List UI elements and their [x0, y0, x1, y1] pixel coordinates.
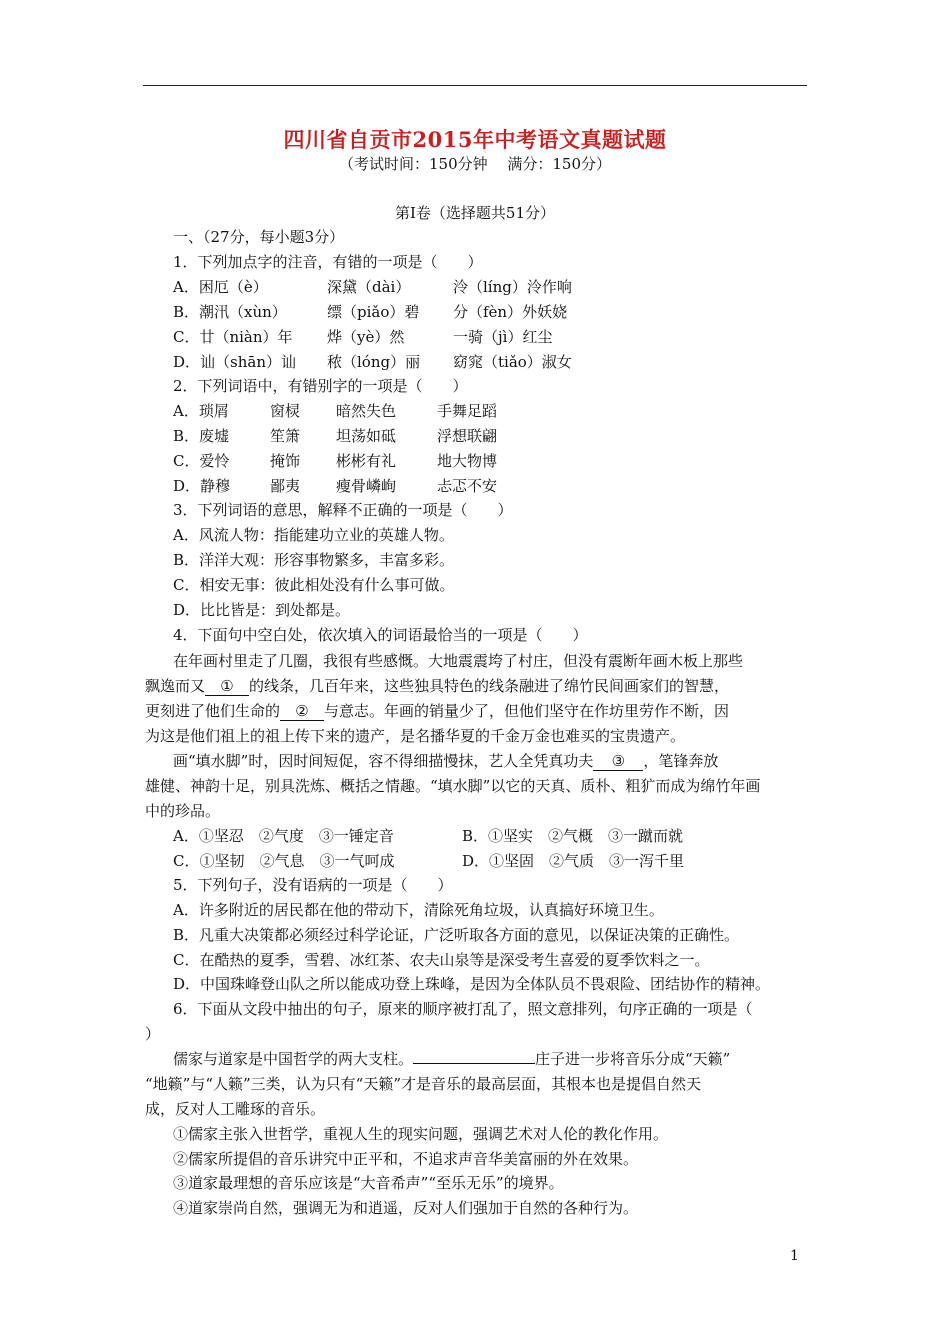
- q4-passage-line: 为这是他们祖上的祖上传下来的遗产，是名播华夏的千金万金也难买的宝贵遗产。: [145, 727, 686, 745]
- q1-option: 深黛（dài）: [327, 278, 411, 296]
- q4-option-c: C．①坚韧 ②气息 ③一气呵成: [173, 852, 395, 870]
- page-number: 1: [790, 1248, 799, 1264]
- q2-option: 彬彬有礼: [336, 452, 397, 470]
- q5-option: A．许多附近的居民都在他的带动下，清除死角垃圾，认真搞好环境卫生。: [173, 901, 664, 919]
- q1-option: 分（fèn）外妖娆: [453, 303, 568, 321]
- q1-option: 烨（yè）然: [327, 328, 405, 346]
- q3-option: C．相安无事：彼此相处没有什么事可做。: [173, 576, 455, 594]
- q4-passage-line: 中的珍品。: [145, 802, 221, 820]
- q2-option: 地大物博: [437, 452, 498, 470]
- q2-option: 浮想联翩: [437, 427, 498, 445]
- fill-blank-3: ③: [593, 752, 643, 771]
- fill-blank: [413, 1063, 535, 1064]
- q3-option: B．洋洋大观：形容事物繁多，丰富多彩。: [173, 551, 455, 569]
- q2-option: 暗然失色: [336, 402, 397, 420]
- page-title: 四川省自贡市2015年中考语文真题试题: [283, 127, 667, 152]
- q1-option: 泠（líng）泠作响: [453, 278, 572, 296]
- q4-passage-line: 飘逸而又 ① 的线条，几百年来，这些独具特色的线条融进了绵竹民间画家们的智慧，: [145, 677, 730, 695]
- q3-option: A．风流人物：指能建功立业的英雄人物。: [173, 526, 454, 544]
- q6-item: ④道家崇尚自然，强调无为和逍遥，反对人们强加于自然的各种行为。: [173, 1199, 639, 1217]
- q6-item: ①儒家主张入世哲学，重视人生的现实问题，强调艺术对人伦的教化作用。: [173, 1125, 669, 1143]
- q1-option: 窈窕（tiǎo）淑女: [453, 353, 572, 371]
- q5-option: D．中国珠峰登山队之所以能成功登上珠峰，是因为全体队员不畏艰险、团结协作的精神。: [173, 975, 771, 993]
- q4-passage-line: 在年画村里走了几圈，我很有些感慨。大地震震垮了村庄，但没有震断年画木板上那些: [173, 652, 744, 670]
- q6-item: ②儒家所提倡的音乐讲究中正平和，不追求声音华美富丽的外在效果。: [173, 1150, 639, 1168]
- q2-option: 瘦骨嶙峋: [336, 477, 397, 495]
- fill-blank-1: ①: [205, 677, 249, 696]
- q5-stem: 5．下列句子，没有语病的一项是（ ）: [173, 876, 453, 894]
- q3-stem: 3．下列词语的意思，解释不正确的一项是（ ）: [173, 501, 513, 519]
- q1-option: C．廿（niàn）年: [173, 328, 293, 346]
- q5-option: C．在酷热的夏季，雪碧、冰红茶、农夫山泉等是深受考生喜爱的夏季饮料之一。: [173, 951, 710, 969]
- q2-option: 掩饰: [270, 452, 301, 470]
- q2-option: D．静穆: [173, 477, 231, 495]
- q2-option: 窗棂: [270, 402, 301, 420]
- q4-option-a: A．①坚忍 ②气度 ③一锤定音: [173, 827, 394, 845]
- q1-option: B．潮汛（xùn）: [173, 303, 287, 321]
- q6-item: ③道家最理想的音乐应该是“大音希声”“至乐无乐”的境界。: [173, 1174, 564, 1192]
- q6-stem-cont: ）: [145, 1025, 161, 1043]
- q1-option: 秾（lóng）丽: [327, 353, 421, 371]
- q2-option: 手舞足蹈: [437, 402, 498, 420]
- q3-option: D．比比皆是：到处都是。: [173, 601, 351, 619]
- q1-stem: 1．下列加点字的注音，有错的一项是（ ）: [173, 253, 483, 271]
- q2-option: 鄙夷: [270, 477, 301, 495]
- section-heading: 一、（27分，每小题3分）: [173, 228, 345, 246]
- q4-passage-line: 更刻进了他们生命的 ② 与意志。年画的销量少了，但他们坚守在作坊里劳作不断，因: [145, 702, 730, 720]
- q6-passage-line: 成，反对人工雕琢的音乐。: [145, 1100, 326, 1118]
- q4-passage-line: 画“填水脚”时，因时间短促，容不得细描慢抹，艺人全凭真功夫 ③ ，笔锋奔放: [173, 752, 719, 770]
- header-rule: [143, 85, 807, 86]
- q5-option: B．凡重大决策都必须经过科学论证，广泛听取各方面的意见，以保证决策的正确性。: [173, 926, 740, 944]
- volume-heading: 第Ⅰ卷（选择题共51分）: [394, 204, 555, 222]
- q4-option-b: B．①坚实 ②气概 ③一蹴而就: [462, 827, 684, 845]
- q6-passage-line: 儒家与道家是中国哲学的两大支柱。 庄子进一步将音乐分成“天籁”: [173, 1050, 731, 1068]
- q1-option: 一骑（jì）红尘: [453, 328, 553, 346]
- q4-passage-line: 雄健、神韵十足，别具洗炼、概括之情趣。“填水脚”以它的天真、质朴、粗犷而成为绵竹年画: [145, 777, 761, 795]
- q2-option: A．琐屑: [173, 402, 229, 420]
- q4-option-d: D．①坚固 ②气质 ③一泻千里: [462, 852, 685, 870]
- q2-option: B．废墟: [173, 427, 230, 445]
- q6-passage-line: “地籁”与“人籁”三类，认为只有“天籁”才是音乐的最高层面，其根本也是提倡自然天: [145, 1075, 702, 1093]
- q2-option: 坦荡如砥: [336, 427, 397, 445]
- fill-blank-2: ②: [280, 702, 324, 721]
- q1-option: 缥（piǎo）碧: [327, 303, 420, 321]
- q1-option: D．讪（shān）讪: [173, 353, 296, 371]
- q2-option: 笙箫: [270, 427, 301, 445]
- q2-option: 忐忑不安: [437, 477, 498, 495]
- exam-info: （考试时间：150分钟 满分：150分）: [338, 155, 612, 173]
- q1-option: A．困厄（è）: [173, 278, 268, 296]
- q4-stem: 4．下面句中空白处，依次填入的词语最恰当的一项是（ ）: [173, 626, 588, 644]
- q6-stem: 6．下面从文段中抽出的句子，原来的顺序被打乱了，照文意排列，句序正确的一项是（: [173, 1000, 753, 1018]
- q2-option: C．爱怜: [173, 452, 230, 470]
- q2-stem: 2．下列词语中，有错别字的一项是（ ）: [173, 377, 468, 395]
